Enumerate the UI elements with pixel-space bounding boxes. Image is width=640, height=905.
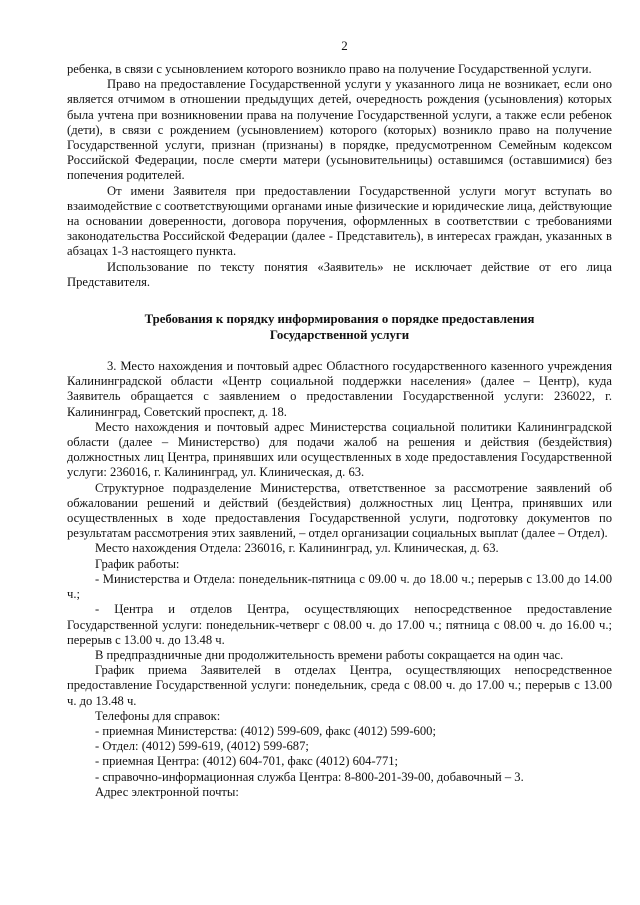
- paragraph-continuation: ребенка, в связи с усыновлением которого возникло право на получение Государственной услуги.: [67, 62, 592, 76]
- page-number: 2: [341, 38, 348, 53]
- paragraph-phones-title: Телефоны для справок:: [95, 708, 221, 723]
- paragraph-center-address: 3. Место нахождения и почтовый адрес Областного государственного казенного учреждения Калининградской области «Центр социальной поддержки населения» (далее – Центр), куда Заявитель обращается с заявлением о предоставлении Государственной услуги: 236022, г. Калининград, Советский проспект, д. 18.: [67, 359, 612, 419]
- section-heading: [67, 312, 612, 343]
- paragraph-representative: От имени Заявителя при предоставлении Государственной услуги могут вступать во взаимодействие с соответствующими органами иные физические и юридические лица, действующие на основании доверенности, договора поручения, оформленных в соответствии с требованиями законодательства Российской Федерации (далее - Представитель), в интересах граждан, указанных в абзацах 1-3 настоящего пункта.: [67, 183, 612, 259]
- paragraph-holidays: В предпраздничные дни продолжительность времени работы сокращается на один час.: [95, 647, 564, 662]
- paragraph-schedule-title: График работы:: [95, 556, 180, 571]
- paragraph-schedule-ministry: - Министерства и Отдела: понедельник-пятница с 09.00 ч. до 18.00 ч.; перерыв с 13.00 до 14.00 ч.;: [67, 571, 612, 602]
- paragraph-ministry-address: Место нахождения и почтовый адрес Министерства социальной политики Калининградской области (далее – Министерство) для подачи жалоб на решения и действия (бездействия) должностных лиц Центра, принявших или осуществленных в ходе предоставления Государственной услуги: 236016, г. Калининград, ул. Клиническая, д. 63.: [67, 419, 612, 480]
- section-heading-line1: Требования к порядку информирования о порядке предоставления: [144, 312, 535, 327]
- paragraph-email-title: Адрес электронной почты:: [95, 784, 239, 799]
- section-heading-line2: Государственной услуги: [269, 327, 410, 342]
- paragraph-phone-center: - приемная Центра: (4012) 604-701, факс (4012) 604-771;: [95, 754, 399, 769]
- paragraph-department: Структурное подразделение Министерства, ответственное за рассмотрение заявлений об обжаловании решений и действий (бездействия) должностных лиц Центра, принявших или осуществленных в ходе предоставления Государственной услуги, подготовку документов по результатам рассмотрения этих заявлений, – отдел организации социальных выплат (далее – Отдел).: [67, 480, 612, 541]
- paragraph-usage: Использование по тексту понятия «Заявитель» не исключает действие от его лица Представителя.: [67, 259, 612, 289]
- paragraph-schedule-center: - Центра и отделов Центра, осуществляющих непосредственное предоставление Государственной услуги: понедельник-четверг с 08.00 ч. до 17.00 ч.; пятница с 08.00 ч. до 16.00 ч.; перерыв с 13.00 ч. до 13.48 ч.: [67, 602, 612, 647]
- paragraph-reception: График приема Заявителей в отделах Центра, осуществляющих непосредственное предоставление Государственной услуги: понедельник, среда с 08.00 ч. до 17.00 ч.; перерыв с 13.00 ч. до 13.48 ч.: [67, 663, 612, 708]
- paragraph-phone-department: - Отдел: (4012) 599-619, (4012) 599-687;: [95, 739, 309, 754]
- paragraph-right-not-arise: Право на предоставление Государственной услуги у указанного лица не возникает, если оно является отчимом в отношении предыдущих детей, очередность рождения (усыновления) которых была учтена при возникновении права на получение Государственной услуги, а также если ребенок (дети), в связи с рождением (усыновлением) которого (которых) возникло право на получение Государственной услуги, признан (признаны) в порядке, предусмотренном Семейным кодексом Российской Федерации, после смерти матери (усыновительницы) оставшимся (оставшимися) без попечения родителей.: [67, 77, 612, 183]
- paragraph-phone-ministry: - приемная Министерства: (4012) 599-609, факс (4012) 599-600;: [95, 723, 436, 738]
- paragraph-department-address: Место нахождения Отдела: 236016, г. Калининград, ул. Клиническая, д. 63.: [95, 541, 499, 556]
- paragraph-phone-info: - справочно-информационная служба Центра: 8-800-201-39-00, добавочный – 3.: [95, 769, 524, 784]
